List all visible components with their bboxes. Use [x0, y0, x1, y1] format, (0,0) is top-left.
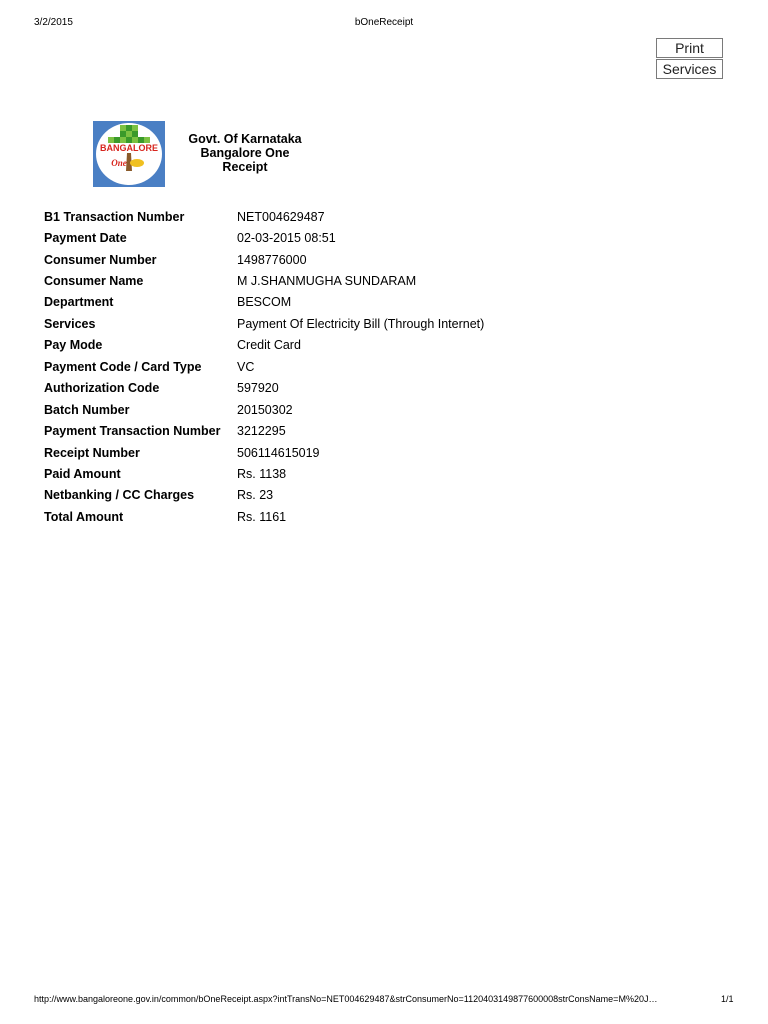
heading-receipt: Receipt — [222, 160, 268, 174]
table-row — [44, 249, 484, 270]
row-label: Total Amount — [44, 509, 124, 524]
services-button[interactable]: Services — [656, 59, 723, 79]
receipt-heading — [175, 132, 315, 174]
row-value: M J.SHANMUGHA SUNDARAM — [237, 274, 417, 289]
row-value: Payment Of Electricity Bill (Through Internet) — [237, 316, 485, 331]
logo-text-one: One — [111, 158, 127, 168]
row-label: Pay Mode — [44, 338, 103, 353]
row-value: 1498776000 — [237, 252, 307, 267]
table-row — [44, 270, 484, 291]
print-footer-page-number: 1/1 — [721, 994, 734, 1004]
row-label: Department — [44, 295, 114, 310]
row-value: 3212295 — [237, 424, 286, 439]
table-row — [44, 442, 484, 463]
table-row — [44, 227, 484, 248]
row-label: Consumer Name — [44, 274, 144, 289]
row-label: Consumer Number — [44, 252, 157, 267]
table-row — [44, 335, 484, 356]
row-value: Credit Card — [237, 338, 301, 353]
row-value: Rs. 23 — [237, 488, 274, 503]
row-label: Paid Amount — [44, 466, 121, 481]
table-row — [44, 356, 484, 377]
heading-org: Bangalore One — [200, 146, 290, 160]
row-value: 20150302 — [237, 402, 293, 417]
table-row — [44, 420, 484, 441]
table-row — [44, 378, 484, 399]
row-value: 02-03-2015 08:51 — [237, 231, 336, 246]
row-label: Payment Code / Card Type — [44, 359, 202, 374]
row-label: Batch Number — [44, 402, 130, 417]
row-label: Netbanking / CC Charges — [44, 488, 195, 503]
row-label: Services — [44, 316, 96, 331]
table-row — [44, 463, 484, 484]
print-header-date: 3/2/2015 — [34, 17, 73, 28]
row-label: Payment Date — [44, 231, 127, 246]
print-footer-url: http://www.bangaloreone.gov.in/common/bOneReceipt.aspx?intTransNo=NET004629487&strConsumerNo=1120403149877600008strConsName=M%20J… — [34, 994, 658, 1004]
table-row — [44, 506, 484, 527]
logo-text-bangalore: BANGALORE — [100, 143, 158, 153]
row-value: Rs. 1161 — [237, 509, 287, 524]
table-row — [44, 206, 484, 227]
row-label: Receipt Number — [44, 445, 140, 460]
table-row — [44, 485, 484, 506]
row-value: VC — [237, 359, 255, 374]
table-row — [44, 292, 484, 313]
row-value: Rs. 1138 — [237, 466, 287, 481]
row-value: 506114615019 — [237, 445, 320, 460]
heading-govt: Govt. Of Karnataka — [188, 132, 302, 146]
row-label: Authorization Code — [44, 381, 160, 396]
table-row — [44, 399, 484, 420]
row-value: NET004629487 — [237, 209, 325, 224]
row-label: Payment Transaction Number — [44, 424, 221, 439]
row-value: BESCOM — [237, 295, 292, 310]
receipt-table — [44, 206, 484, 528]
table-row — [44, 313, 484, 334]
row-value: 597920 — [237, 381, 279, 396]
print-header-title: bOneReceipt — [354, 17, 414, 28]
row-label: B1 Transaction Number — [44, 209, 185, 224]
print-button[interactable]: Print — [656, 38, 723, 58]
bangalore-one-logo-icon — [93, 121, 165, 187]
